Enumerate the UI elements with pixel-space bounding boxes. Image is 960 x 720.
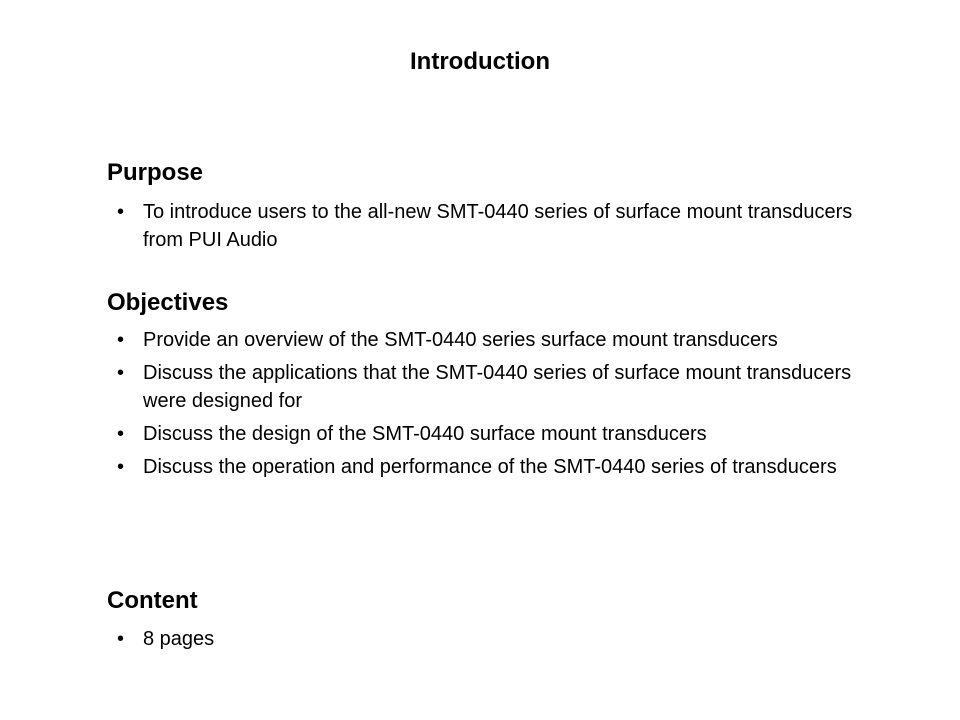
list-item — [117, 625, 857, 653]
bullet-list-purpose — [117, 198, 857, 259]
list-item-text: Provide an overview of the SMT-0440 series surface mount transducers — [143, 329, 778, 351]
bullet-icon: • — [117, 329, 125, 351]
list-item-text: Discuss the design of the SMT-0440 surface mount transducers — [143, 423, 707, 445]
bullet-list-objectives — [117, 326, 857, 486]
bullet-list-content — [117, 625, 857, 658]
list-item — [117, 453, 857, 481]
bullet-icon: • — [117, 201, 125, 223]
list-item-text: To introduce users to the all-new SMT-0440 series of surface mount transducers from PUI Audio — [143, 201, 853, 251]
section-heading-purpose: Purpose — [107, 159, 204, 186]
list-item-text: Discuss the applications that the SMT-0440 series of surface mount transducers were designed for — [143, 362, 852, 412]
slide-title: Introduction — [410, 48, 550, 75]
list-item — [117, 420, 857, 448]
list-item — [117, 326, 857, 354]
section-heading-objectives: Objectives — [107, 289, 229, 316]
list-item-text: Discuss the operation and performance of the SMT-0440 series of transducers — [143, 456, 837, 478]
list-item — [117, 359, 857, 415]
bullet-icon: • — [117, 456, 125, 478]
bullet-icon: • — [117, 362, 125, 384]
bullet-icon: • — [117, 423, 125, 445]
section-heading-content: Content — [107, 587, 198, 614]
list-item — [117, 198, 857, 254]
list-item-text: 8 pages — [143, 628, 215, 650]
bullet-icon: • — [117, 628, 125, 650]
